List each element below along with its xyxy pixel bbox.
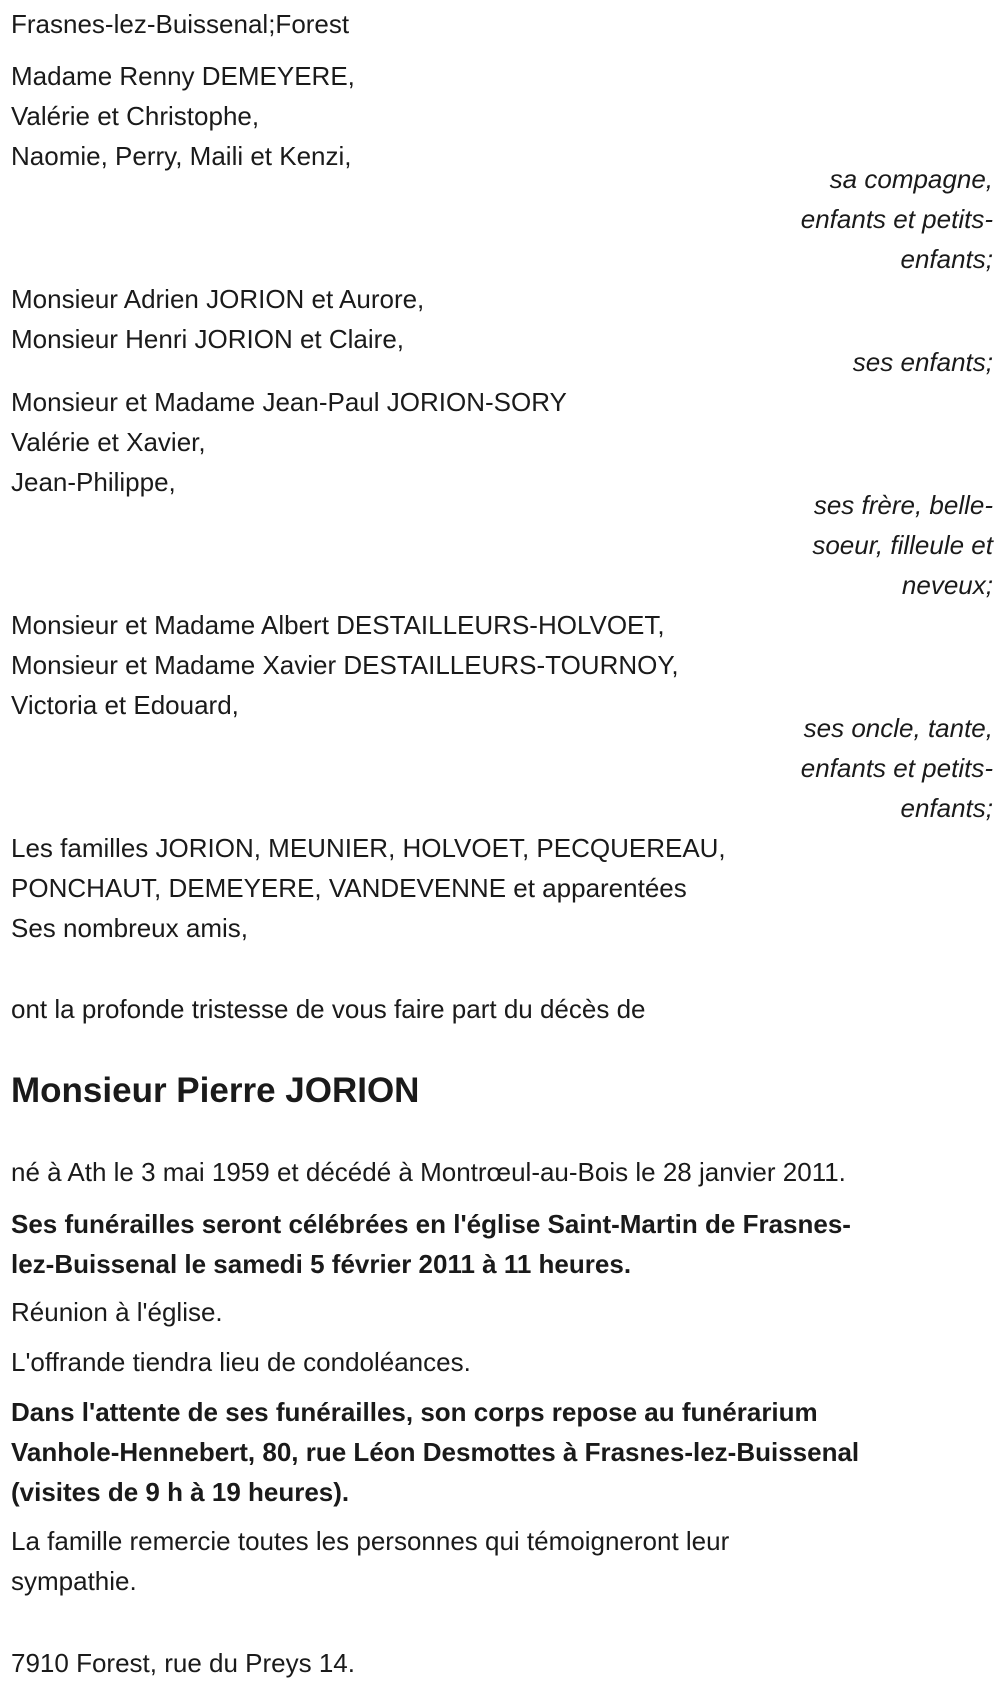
relation-line: enfants et petits- — [800, 753, 993, 783]
name-line: Madame Renny DEMEYERE, — [11, 61, 355, 91]
family-group-partner — [11, 56, 993, 176]
name-line: Monsieur Henri JORION et Claire, — [11, 324, 404, 354]
name-line: Monsieur Adrien JORION et Aurore, — [11, 284, 425, 314]
funerarium-info — [11, 1392, 993, 1512]
relation-line: neveux; — [901, 570, 993, 600]
birth-death: né à Ath le 3 mai 1959 et décédé à Montrœul-au-Bois le 28 janvier 2011. — [11, 1157, 846, 1187]
name-line: Les familles JORION, MEUNIER, HOLVOET, PECQUEREAU, — [11, 833, 726, 863]
funeral-line: lez-Buissenal le samedi 5 février 2011 à 11 heures. — [11, 1249, 632, 1279]
relation-line: ses frère, belle- — [813, 490, 993, 520]
family-group-uncles — [11, 605, 993, 725]
name-line: Valérie et Christophe, — [11, 101, 260, 131]
relation-line: enfants; — [900, 793, 993, 823]
relation-line: enfants; — [900, 244, 993, 274]
name-line: Victoria et Edouard, — [11, 690, 239, 720]
announcement: ont la profonde tristesse de vous faire part du décès de — [11, 994, 646, 1024]
funerarium-line: (visites de 9 h à 19 heures). — [11, 1477, 350, 1507]
thanks-line: La famille remercie toutes les personnes qui témoigneront leur — [11, 1526, 730, 1556]
funerarium-line: Dans l'attente de ses funérailles, son corps repose au funérarium — [11, 1397, 818, 1427]
address: 7910 Forest, rue du Preys 14. — [11, 1648, 355, 1678]
relation-line: sa compagne, — [829, 164, 993, 194]
funeral-line: Ses funérailles seront célébrées en l'église Saint-Martin de Frasnes- — [11, 1209, 851, 1239]
location: Frasnes-lez-Buissenal;Forest — [11, 9, 350, 39]
funeral-info — [11, 1204, 993, 1284]
funerarium-line: Vanhole-Hennebert, 80, rue Léon Desmottes à Frasnes-lez-Buissenal — [11, 1437, 860, 1467]
relation-label — [11, 708, 993, 828]
relation-line: ses enfants; — [852, 347, 993, 377]
obituary-notice — [11, 4, 993, 1683]
name-line: Monsieur et Madame Albert DESTAILLEURS-HOLVOET, — [11, 610, 665, 640]
meeting: Réunion à l'église. — [11, 1297, 223, 1327]
deceased-name: Monsieur Pierre JORION — [11, 1071, 420, 1110]
name-line: Valérie et Xavier, — [11, 427, 206, 457]
relation-line: ses oncle, tante, — [803, 713, 993, 743]
name-line: Monsieur et Madame Jean-Paul JORION-SORY — [11, 387, 567, 417]
relation-line: enfants et petits- — [800, 204, 993, 234]
thanks-line: sympathie. — [11, 1566, 137, 1596]
family-group-others — [11, 828, 993, 948]
offering: L'offrande tiendra lieu de condoléances. — [11, 1347, 471, 1377]
thanks — [11, 1521, 993, 1601]
name-line: Naomie, Perry, Maili et Kenzi, — [11, 141, 352, 171]
relation-label — [11, 485, 993, 605]
name-line: Monsieur et Madame Xavier DESTAILLEURS-TOURNOY, — [11, 650, 679, 680]
relation-line: soeur, filleule et — [812, 530, 993, 560]
family-group-siblings — [11, 382, 993, 502]
name-line: PONCHAUT, DEMEYERE, VANDEVENNE et apparentées — [11, 873, 687, 903]
name-line: Ses nombreux amis, — [11, 913, 248, 943]
name-line: Jean-Philippe, — [11, 467, 176, 497]
relation-label — [11, 159, 993, 279]
